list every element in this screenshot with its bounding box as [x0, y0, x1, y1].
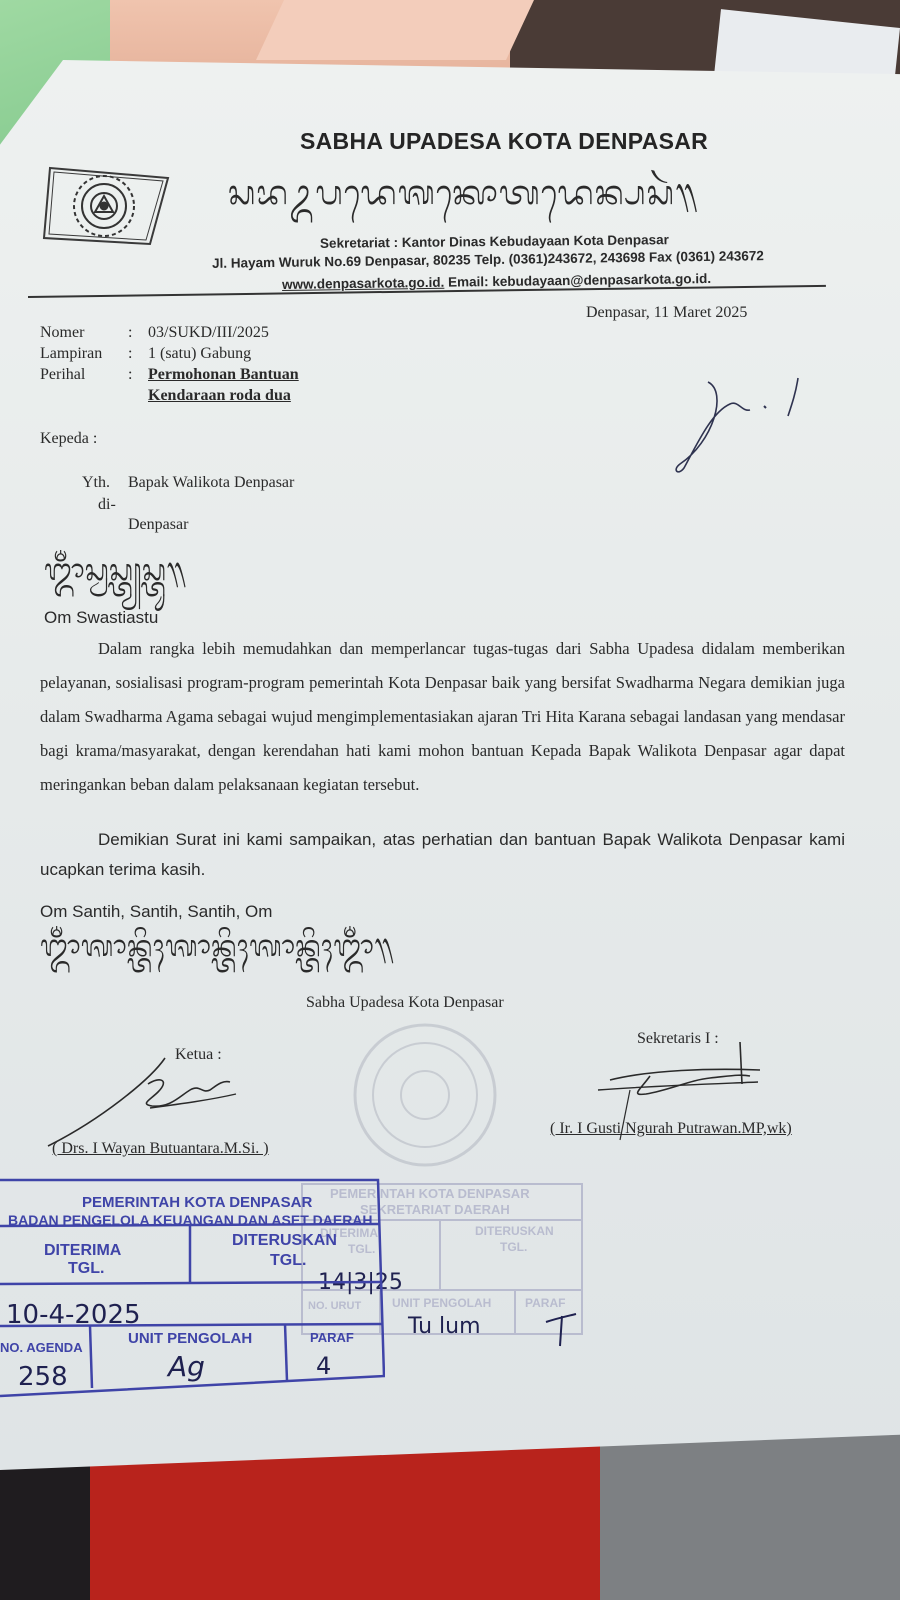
- yth-label: Yth.: [82, 474, 110, 491]
- stamp-tgl: TGL.: [68, 1260, 105, 1277]
- balinese-greeting: ᬒᬁᬲ᭄ᬯᬲ᭄ᬢ᭄ᬬᬲ᭄ᬢᬸ᭟: [44, 554, 186, 587]
- handwritten-paraf: 4: [316, 1352, 332, 1380]
- meta-row-perihal-2: [40, 385, 299, 406]
- meta-value: 1 (satu) Gabung: [148, 345, 252, 362]
- letter-meta: [40, 322, 299, 406]
- stamp-unit: UNIT PENGOLAH: [392, 1296, 492, 1310]
- stamp-no-urut: NO. URUT: [308, 1300, 362, 1312]
- round-seal-icon: [350, 1020, 500, 1170]
- balinese-farewell: ᬒᬁᬰᬵᬦ᭄ᬢᬶᬄᬰᬵᬦ᭄ᬢᬶᬄᬰᬵᬦ᭄ᬢᬶᬄᬒᬁ᭟: [40, 930, 394, 963]
- recipient-city: Denpasar: [128, 516, 189, 533]
- stamp-diteruskan: DITERUSKAN: [475, 1224, 554, 1238]
- greeting: Om Swastiastu: [44, 608, 159, 627]
- meta-row-nomer: Nomer : 03/SUKD/III/2025: [40, 324, 269, 341]
- stamp-line1: PEMERINTAH KOTA DENPASAR: [82, 1194, 313, 1211]
- signing-org: Sabha Upadesa Kota Denpasar: [306, 994, 504, 1011]
- kepada-label: Kepeda :: [40, 430, 98, 447]
- meta-label: Lampiran: [40, 345, 103, 362]
- stamp-tgl-2: TGL.: [270, 1252, 307, 1269]
- org-name: SABHA UPADESA KOTA DENPASAR: [300, 128, 709, 154]
- stamp-tgl: TGL.: [348, 1242, 376, 1256]
- handwritten-unit: Tu lum: [408, 1314, 481, 1339]
- stamp-diterima: DITERIMA: [320, 1226, 378, 1240]
- address-line: Jl. Hayam Wuruk No.69 Denpasar, 80235 Telp. (0361)243672, 243698 Fax (0361) 243672: [211, 248, 764, 271]
- meta-label: Perihal: [40, 366, 86, 383]
- stamp-line1: PEMERINTAH KOTA DENPASAR: [330, 1186, 530, 1201]
- stamp-tgl-2: TGL.: [500, 1240, 528, 1254]
- meta-value: Permohonan Bantuan: [148, 366, 299, 383]
- body-paragraph: Dalam rangka lebih memudahkan dan memperlancar tugas-tugas dari Sabha Upadesa didalam memberikan pelayanan, sosialisasi program-program pemerintah Kota Denpasar baik yang bersifat Swadharma Negara demikian juga dalam Swadharma Agama sebagai wujud mengimplementasiakan ajaran Tri Hita Karana sebagai landasan yang mendasar bagi krama/masyarakat, dengan kerendahan hati kami mohon bantuan Kepada Bapak Walikota Denpasar agar dapat meringankan beban dalam pelaksanaan kegiatan tersebut.: [40, 639, 845, 794]
- closing-paragraph: Demikian Surat ini kami sampaikan, atas perhatian dan bantuan Bapak Walikota Denpasar kami ucapkan terima kasih.: [40, 830, 845, 879]
- sekretaris-title: Sekretaris I :: [637, 1030, 719, 1047]
- email-text: Email: kebudayaan@denpasarkota.go.id.: [447, 271, 712, 290]
- meta-row-perihal: Perihal : Permohonan Bantuan: [40, 366, 299, 383]
- balinese-org-name: ᬲᬪᬉᬧᬤᬾᬰᬓᭀᬢᬤᬾᬦ᭄ᬧᬲᬃ᭟: [228, 175, 698, 212]
- sekretaris-name: ( Ir. I Gusti Ngurah Putrawan.MP,wk): [550, 1120, 792, 1137]
- ketua-name: ( Drs. I Wayan Butuantara.M.Si. ): [52, 1140, 269, 1157]
- background-pink-paper-2: [256, 0, 534, 60]
- handwritten-date: 14|3|25: [318, 1270, 403, 1295]
- meta-value: Kendaraan roda dua: [148, 387, 291, 404]
- website-link: www.denpasarkota.go.id.: [281, 274, 445, 292]
- meta-row-lampiran: Lampiran : 1 (satu) Gabung: [40, 345, 252, 362]
- sekretariat-line: Sekretariat : Kantor Dinas Kebudayaan Kota Denpasar: [319, 232, 669, 251]
- di-label: di-: [98, 496, 116, 513]
- stamp-line2: BADAN PENGELOLA KEUANGAN DAN ASET DAERAH: [8, 1212, 373, 1228]
- farewell: Om Santih, Santih, Santih, Om: [40, 902, 273, 921]
- meta-label: Nomer: [40, 324, 85, 341]
- stamp-no-agenda: NO. AGENDA: [0, 1340, 83, 1355]
- stamp-unit: UNIT PENGOLAH: [128, 1330, 253, 1347]
- ketua-title: Ketua :: [175, 1046, 222, 1063]
- sabha-upadesa-logo-icon: [42, 160, 172, 250]
- meta-value: 03/SUKD/III/2025: [148, 324, 269, 341]
- handwritten-agenda-number: 258: [18, 1362, 68, 1392]
- stamp-line2: SEKRETARIAT DAERAH: [360, 1202, 510, 1217]
- handwritten-unit-initials: Ag: [168, 1350, 205, 1383]
- stamp-diterima: DITERIMA: [44, 1242, 122, 1259]
- recipient-name: Bapak Walikota Denpasar: [128, 474, 295, 491]
- place-date: Denpasar, 11 Maret 2025: [586, 304, 748, 321]
- stamp-diteruskan: DITERUSKAN: [232, 1232, 337, 1249]
- handwritten-received-date: 10-4-2025: [6, 1300, 141, 1330]
- stamp-paraf: PARAF: [310, 1330, 354, 1345]
- stamp-paraf: PARAF: [525, 1296, 566, 1310]
